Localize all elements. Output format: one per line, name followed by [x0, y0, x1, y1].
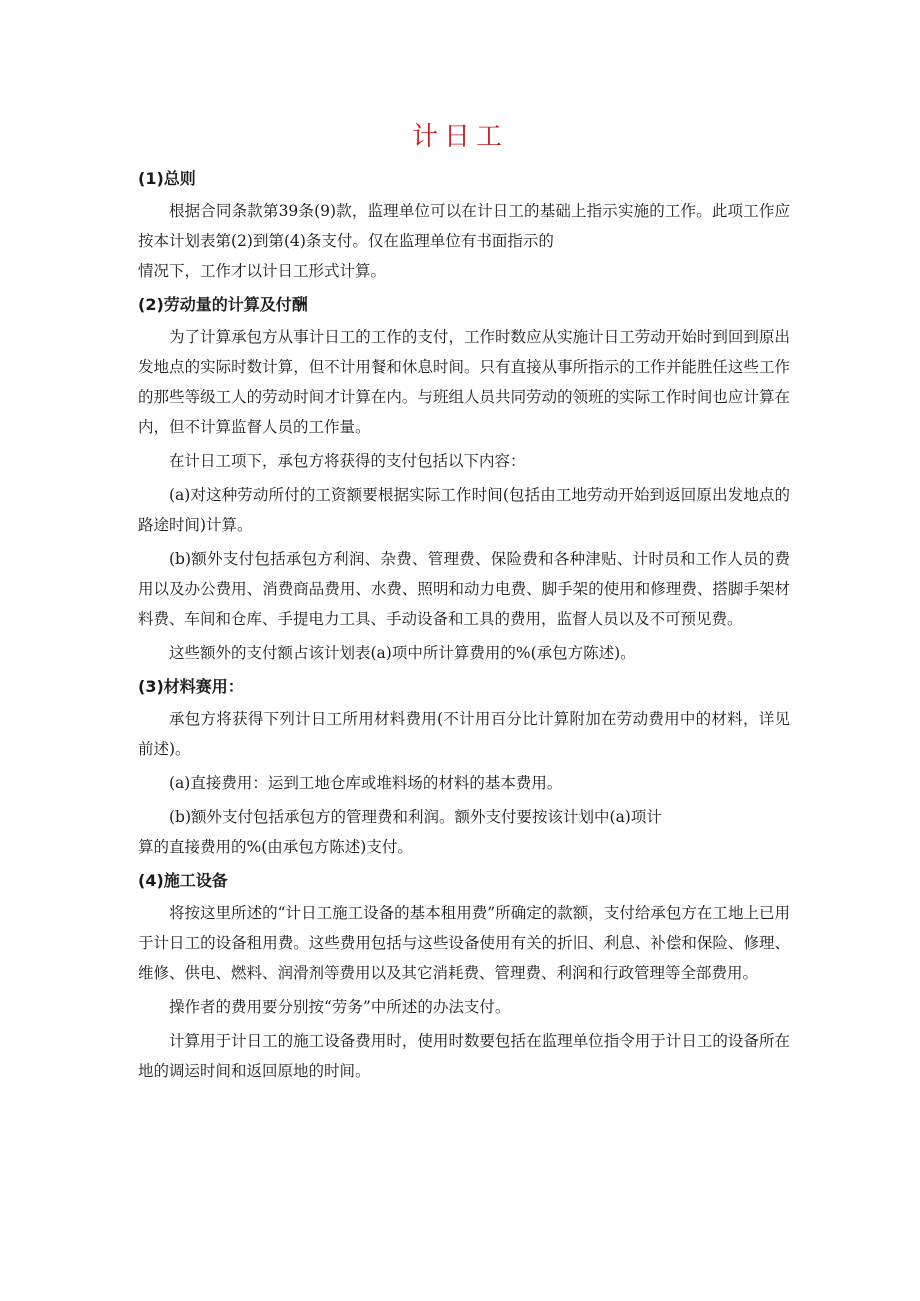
- paragraph: 算的直接费用的%(由承包方陈述)支付。: [138, 838, 413, 856]
- paragraph: (a)直接费用：运到工地仓库或堆料场的材料的基本费用。: [169, 774, 563, 792]
- paragraph: 计算用于计日工的施工设备费用时，使用时数要包括在监理单位指令用于计日工的设备所在地的调运时间和返回原地的时间。: [138, 1032, 790, 1080]
- paragraph: 这些额外的支付额占该计划表(a)项中所计算费用的%(承包方陈述)。: [169, 644, 636, 662]
- paragraph: 将按这里所述的“计日工施工设备的基本租用费”所确定的款额，支付给承包方在工地上已用于计日工的设备租用费。这些费用包括与这些设备使用有关的折旧、利息、补偿和保险、修理、维修、供电、燃料、润滑剂等费用以及其它消耗费、管理费、利润和行政管理等全部费用。: [138, 904, 790, 982]
- document-body: [138, 160, 790, 1090]
- paragraph: (a)对这种劳动所付的工资额要根据实际工作时间(包括由工地劳动开始到返回原出发地点的路途时间)计算。: [138, 486, 790, 534]
- section-heading-general: (1)总则: [138, 169, 196, 188]
- paragraph: 为了计算承包方从事计日工的工作的支付，工作时数应从实施计日工劳动开始时到回到原出发地点的实际时数计算，但不计用餐和休息时间。只有直接从事所指示的工作并能胜任这些工作的那些等级工人的劳动时间才计算在内。与班组人员共同劳动的领班的实际工作时间也应计算在内，但不计算监督人员的工作量。: [138, 328, 790, 436]
- paragraph: (b)额外支付包括承包方利润、杂费、管理费、保险费和各种津贴、计时员和工作人员的费用以及办公费用、消费商品费用、水费、照明和动力电费、脚手架的使用和修理费、搭脚手架材料费、车间和仓库、手提电力工具、手动设备和工具的费用，监督人员以及不可预见费。: [138, 550, 790, 628]
- paragraph: 根据合同条款第39条(9)款，监理单位可以在计日工的基础上指示实施的工作。此项工作应按本计划表第(2)到第(4)条支付。仅在监理单位有书面指示的: [138, 202, 790, 250]
- paragraph: 在计日工项下，承包方将获得的支付包括以下内容：: [169, 452, 526, 470]
- section-heading-equipment: (4)施工设备: [138, 871, 228, 890]
- paragraph: (b)额外支付包括承包方的管理费和利润。额外支付要按该计划中(a)项计: [169, 808, 662, 826]
- paragraph: 承包方将获得下列计日工所用材料费用(不计用百分比计算附加在劳动费用中的材料，详见前述)。: [138, 710, 790, 758]
- section-heading-materials: (3)材料赛用：: [138, 677, 244, 696]
- paragraph: 操作者的费用要分别按“劳务”中所述的办法支付。: [169, 998, 511, 1016]
- paragraph: 情况下，工作才以计日工形式计算。: [138, 262, 387, 280]
- page-title: 计日工: [411, 122, 508, 152]
- section-heading-labor: (2)劳动量的计算及付酬: [138, 295, 308, 314]
